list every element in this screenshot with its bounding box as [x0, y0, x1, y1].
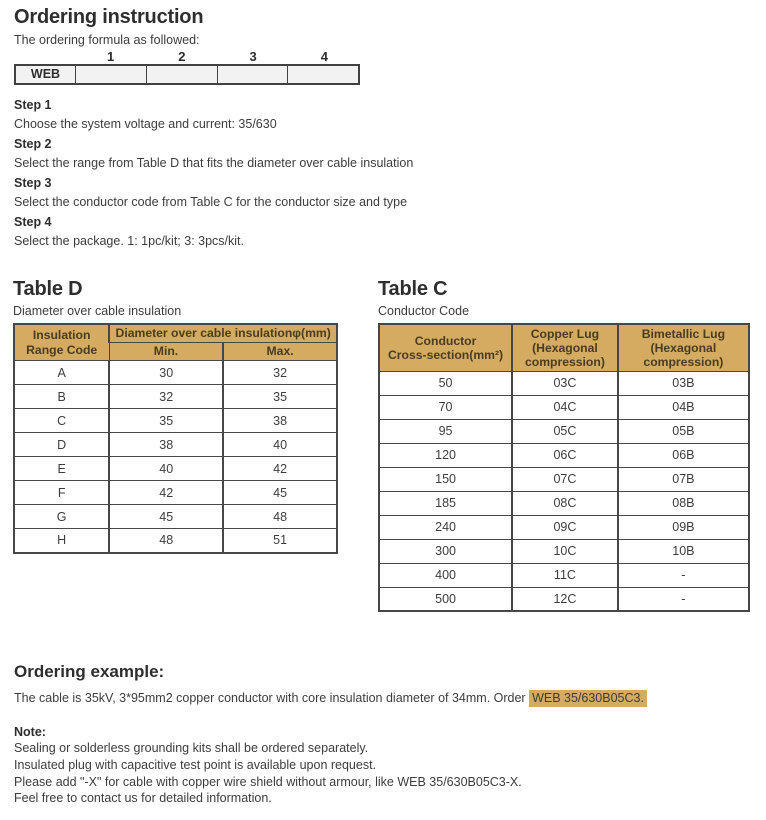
table-cell: 400 [379, 563, 512, 587]
table-row [379, 539, 749, 563]
note-line-2: Insulated plug with capacitive test point is available upon request. [14, 757, 377, 772]
table-cell: 04B [618, 395, 749, 419]
step-2-label: Step 2 [14, 137, 52, 151]
table-d-header-min: Min. [109, 343, 223, 361]
table-cell: D [14, 433, 109, 457]
table-c-header-line: Copper Lug [530, 326, 600, 341]
table-cell: 05B [618, 419, 749, 443]
formula-intro-text: The ordering formula as followed: [14, 33, 200, 47]
table-cell: 50 [379, 371, 512, 395]
formula-table [14, 64, 360, 85]
table-c [378, 323, 750, 612]
table-cell: 30 [109, 361, 223, 385]
step-3 [14, 176, 754, 209]
table-cell: E [14, 457, 109, 481]
table-row [14, 505, 337, 529]
table-cell: 06C [512, 443, 618, 467]
formula-position-3: 3 [249, 49, 257, 64]
table-row [379, 515, 749, 539]
formula-blank-cell-3 [217, 66, 288, 83]
table-c-block [378, 270, 753, 612]
step-2 [14, 137, 754, 170]
formula-blank-cell-2 [146, 66, 217, 83]
table-cell: 500 [379, 587, 512, 611]
table-cell: 10C [512, 539, 618, 563]
table-row [379, 491, 749, 515]
table-cell: 10B [618, 539, 749, 563]
table-cell: F [14, 481, 109, 505]
table-cell: 48 [109, 529, 223, 553]
table-cell: G [14, 505, 109, 529]
table-row [379, 563, 749, 587]
ordering-example-sentence: The cable is 35kV, 3*95mm2 copper conductor with core insulation diameter of 34mm. Order [14, 691, 530, 705]
step-1-text: Choose the system voltage and current: 35/630 [14, 117, 277, 131]
table-cell: 07B [618, 467, 749, 491]
table-cell: H [14, 529, 109, 553]
table-row [379, 443, 749, 467]
table-cell: 35 [223, 385, 337, 409]
table-cell: 40 [223, 433, 337, 457]
table-cell: 48 [223, 505, 337, 529]
table-c-title: Table C [378, 278, 448, 300]
steps-section [14, 92, 754, 248]
table-cell: 45 [109, 505, 223, 529]
table-cell: C [14, 409, 109, 433]
note-line-1: Sealing or solderless grounding kits shall be ordered separately. [14, 741, 369, 755]
note-line-3: Please add "-X" for cable with copper wire shield without armour, like WEB 35/630B05C3-X. [14, 774, 522, 789]
note-label: Note: [14, 725, 46, 739]
step-4-text: Select the package. 1: 1pc/kit; 3: 3pcs/kit. [14, 234, 244, 248]
table-row [14, 529, 337, 553]
table-cell: B [14, 385, 109, 409]
table-cell: 08B [618, 491, 749, 515]
step-4 [14, 215, 754, 248]
formula-position-2: 2 [178, 49, 186, 64]
page-title: Ordering instruction [14, 6, 204, 28]
table-cell: 40 [109, 457, 223, 481]
table-cell: 70 [379, 395, 512, 419]
table-row [14, 385, 337, 409]
table-cell: 12C [512, 587, 618, 611]
table-c-header-copper-lug [512, 324, 618, 371]
table-row [14, 433, 337, 457]
order-code-highlight: WEB 35/630B05C3. [529, 690, 647, 707]
table-cell: 32 [223, 361, 337, 385]
table-c-header-line: Conductor [414, 333, 477, 348]
formula-blank-cell-1 [75, 66, 146, 83]
table-c-header-line: compression) [643, 354, 724, 369]
table-cell: 32 [109, 385, 223, 409]
table-d-header-range-line2: Range Code [26, 342, 98, 357]
step-2-text: Select the range from Table D that fits the diameter over cable insulation [14, 156, 414, 170]
table-d-header-range-line1: Insulation [32, 327, 91, 342]
table-cell: 185 [379, 491, 512, 515]
table-c-header-line: (Hexagonal [650, 340, 717, 355]
table-row [379, 419, 749, 443]
table-d-header-range-code [14, 324, 109, 361]
table-c-header-line: Cross-section(mm²) [387, 347, 504, 362]
table-row [379, 467, 749, 491]
ordering-example-section [14, 652, 754, 706]
table-row [379, 587, 749, 611]
table-cell: 95 [379, 419, 512, 443]
formula-prefix-cell: WEB [30, 67, 61, 81]
table-row [379, 395, 749, 419]
step-1-label: Step 1 [14, 98, 52, 112]
step-1 [14, 98, 754, 131]
formula-position-4: 4 [320, 49, 328, 64]
table-row [14, 457, 337, 481]
table-d-subtitle: Diameter over cable insulation [13, 304, 182, 318]
formula-position-1: 1 [107, 49, 115, 64]
table-row [379, 371, 749, 395]
table-cell: 240 [379, 515, 512, 539]
note-section [14, 724, 754, 807]
table-row [14, 409, 337, 433]
ordering-example-title: Ordering example: [14, 662, 165, 681]
table-c-header-line: compression) [524, 354, 605, 369]
table-cell: 06B [618, 443, 749, 467]
note-line-4: Feel free to contact us for detailed information. [14, 791, 272, 806]
header-section [14, 6, 754, 85]
table-cell: 04C [512, 395, 618, 419]
table-cell: 09B [618, 515, 749, 539]
table-row [14, 361, 337, 385]
formula-blank-cell-4 [287, 66, 358, 83]
table-row [14, 481, 337, 505]
table-cell: 35 [109, 409, 223, 433]
table-d-block [13, 270, 343, 554]
table-c-header-cross-section [379, 324, 512, 371]
table-d-header-span: Diameter over cable insulationφ(mm) [109, 324, 337, 343]
step-3-label: Step 3 [14, 176, 52, 190]
step-3-text: Select the conductor code from Table C for the conductor size and type [14, 195, 408, 209]
table-d-header-max: Max. [223, 343, 337, 361]
table-c-header-line: Bimetallic Lug [641, 326, 726, 341]
table-cell: - [618, 587, 749, 611]
table-cell: 38 [223, 409, 337, 433]
table-cell: 45 [223, 481, 337, 505]
formula-number-spacer [14, 49, 75, 64]
table-c-header-row [379, 324, 749, 371]
table-cell: 300 [379, 539, 512, 563]
table-cell: 05C [512, 419, 618, 443]
table-cell: 42 [223, 457, 337, 481]
ordering-example-text [14, 691, 754, 706]
table-cell: 07C [512, 467, 618, 491]
table-c-header-bimetallic-lug [618, 324, 749, 371]
table-cell: 51 [223, 529, 337, 553]
table-cell: - [618, 563, 749, 587]
table-d [13, 323, 338, 554]
table-cell: 42 [109, 481, 223, 505]
table-d-header-row-1 [14, 324, 337, 343]
table-cell: A [14, 361, 109, 385]
table-c-subtitle: Conductor Code [378, 304, 470, 318]
table-cell: 03C [512, 371, 618, 395]
table-cell: 150 [379, 467, 512, 491]
table-cell: 11C [512, 563, 618, 587]
table-cell: 38 [109, 433, 223, 457]
table-cell: 08C [512, 491, 618, 515]
table-d-title: Table D [13, 278, 83, 300]
table-c-header-line: (Hexagonal [532, 340, 598, 355]
step-4-label: Step 4 [14, 215, 52, 229]
table-cell: 03B [618, 371, 749, 395]
table-cell: 120 [379, 443, 512, 467]
formula-position-numbers [14, 49, 360, 64]
table-cell: 09C [512, 515, 618, 539]
